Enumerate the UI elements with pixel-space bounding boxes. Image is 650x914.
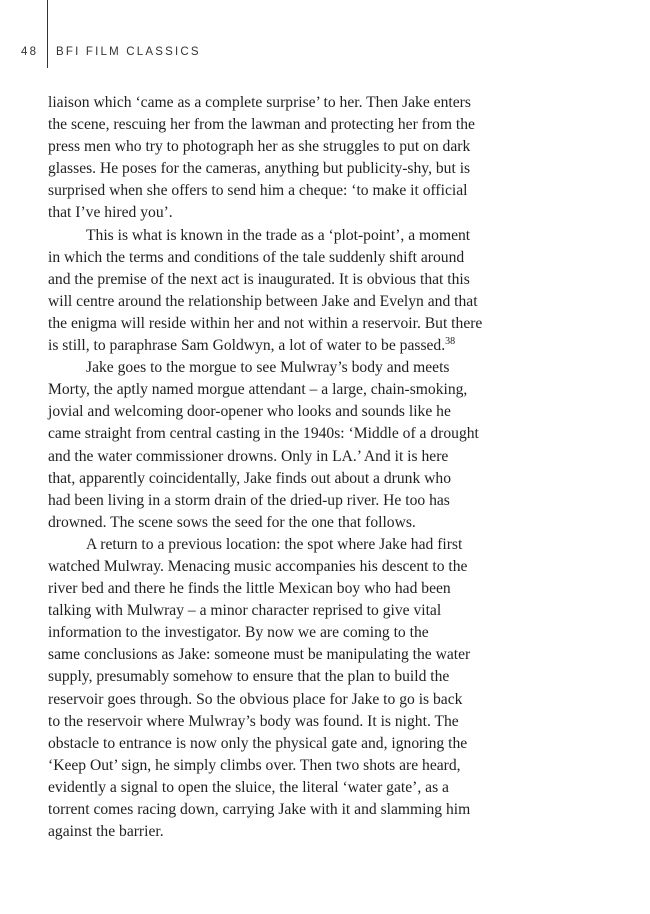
text-line: evidently a signal to open the sluice, the literal ‘water gate’, as a: [48, 778, 449, 796]
running-head: [0, 46, 650, 66]
paragraph: [48, 92, 530, 225]
text-line: watched Mulwray. Menacing music accompanies his descent to the: [48, 557, 468, 575]
text-line: Jake goes to the morgue to see Mulwray’s body and meets: [86, 359, 450, 377]
series-title: BFI FILM CLASSICS: [56, 46, 201, 58]
text-line: information to the investigator. By now we are coming to the: [48, 624, 429, 642]
text-line: press men who try to photograph her as she struggles to put on dark: [48, 138, 471, 156]
text-line: jovial and welcoming door-opener who looks and sounds like he: [48, 403, 451, 421]
text-line: that, apparently coincidentally, Jake finds out about a drunk who: [48, 469, 452, 487]
text-line: glasses. He poses for the cameras, anything but publicity-shy, but is: [48, 160, 471, 178]
text-line: and the water commissioner drowns. Only in LA.’ And it is here: [48, 447, 449, 465]
text-line: to the reservoir where Mulwray’s body was found. It is night. The: [48, 712, 459, 730]
text-line: will centre around the relationship between Jake and Evelyn and that: [48, 292, 478, 310]
text-line: came straight from central casting in the 1940s: ‘Middle of a drought: [48, 425, 479, 443]
text-line: drowned. The scene sows the seed for the one that follows.: [48, 513, 416, 531]
text-line: A return to a previous location: the spot where Jake had first: [86, 535, 463, 553]
text-line: the scene, rescuing her from the lawman and protecting her from the: [48, 116, 475, 134]
paragraph: [48, 357, 530, 534]
text-line: same conclusions as Jake: someone must be manipulating the water: [48, 646, 471, 664]
text-line: and the premise of the next act is inaugurated. It is obvious that this: [48, 270, 470, 288]
text-line: Morty, the aptly named morgue attendant – a large, chain-smoking,: [48, 381, 468, 399]
text-line: the enigma will reside within her and not within a reservoir. But there: [48, 314, 483, 332]
text-line: that I’ve hired you’.: [48, 204, 173, 222]
text-line: ‘Keep Out’ sign, he simply climbs over. Then two shots are heard,: [48, 756, 461, 774]
text-line: obstacle to entrance is now only the physical gate and, ignoring the: [48, 734, 468, 752]
paragraph: [48, 225, 530, 358]
text-line: surprised when she offers to send him a cheque: ‘to make it official: [48, 182, 468, 200]
text-line: torrent comes racing down, carrying Jake with it and slamming him: [48, 801, 471, 818]
paragraph: [48, 534, 530, 843]
text-line: river bed and there he finds the little Mexican boy who had been: [48, 580, 451, 598]
text-line: This is what is known in the trade as a ‘plot-point’, a moment: [86, 226, 471, 244]
text-line: in which the terms and conditions of the tale suddenly shift around: [48, 248, 465, 266]
text-line: against the barrier.: [48, 823, 164, 841]
text-line: talking with Mulwray – a minor character reprised to give vital: [48, 602, 442, 620]
body-text: [48, 92, 530, 843]
text-line: is still, to paraphrase Sam Goldwyn, a lot of water to be passed.$^{38}$: [48, 335, 456, 355]
text-line: supply, presumably somehow to ensure that the plan to build the: [48, 668, 450, 686]
text-line: liaison which ‘came as a complete surprise’ to her. Then Jake enters: [48, 94, 471, 111]
text-line: reservoir goes through. So the obvious place for Jake to go is back: [48, 690, 463, 708]
text-line: had been living in a storm drain of the dried-up river. He too has: [48, 491, 450, 509]
footnote-marker: 38: [445, 335, 456, 347]
page-number: 48: [21, 46, 39, 58]
